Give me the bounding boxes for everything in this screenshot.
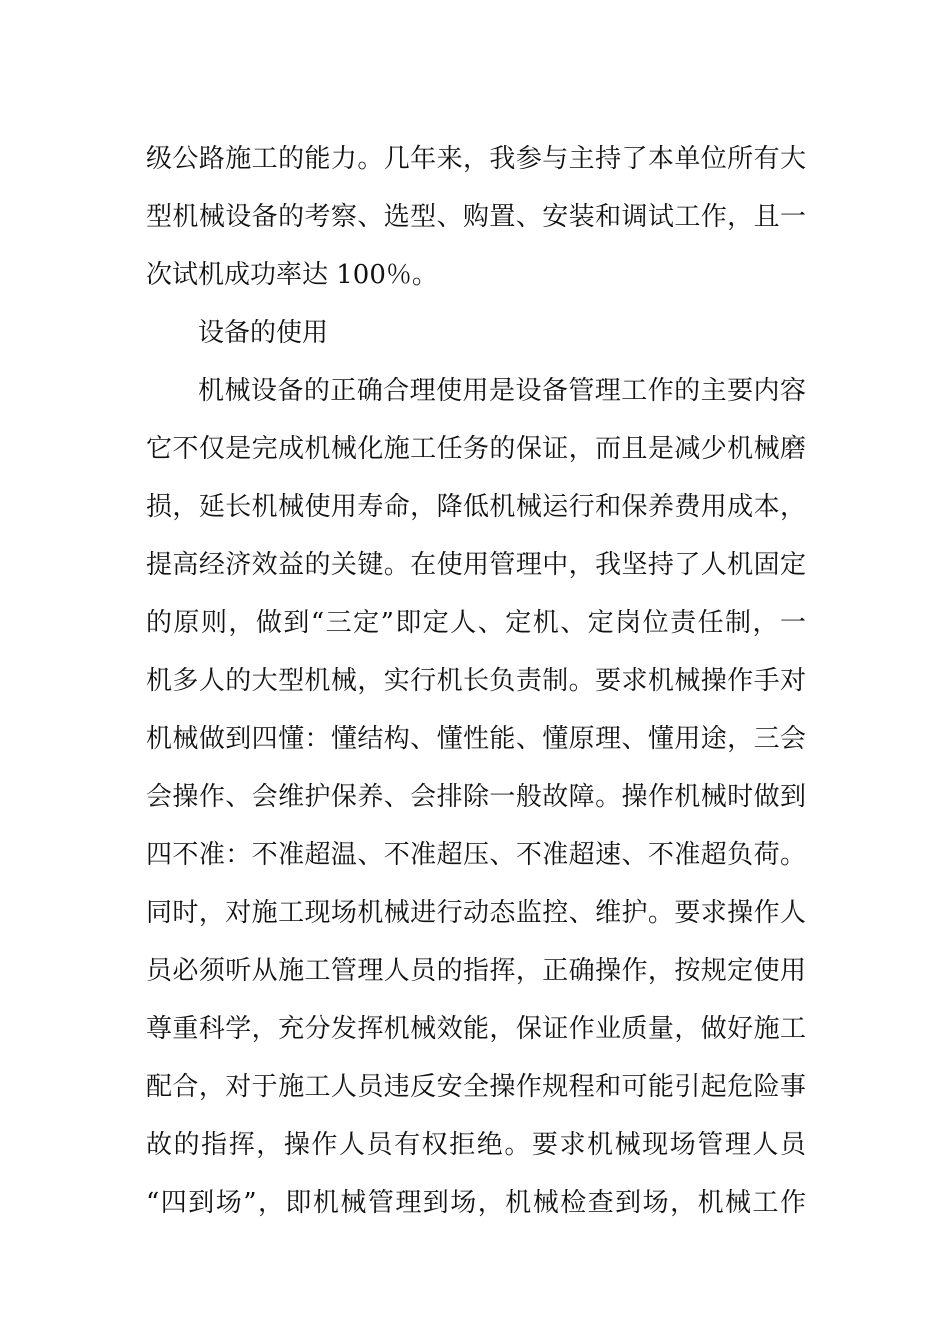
text-line: 提高经济效益的关键。在使用管理中，我坚持了人机固定 [146,550,806,580]
paragraph-1 [146,130,806,304]
text-line: “四到场”，即机械管理到场，机械检查到场，机械工作 [146,1188,806,1218]
text-line: 会操作、会维护保养、会排除一般故障。操作机械时做到 [146,782,806,812]
text-line: 尊重科学，充分发挥机械效能，保证作业质量，做好施工 [146,1014,806,1044]
text-line: 次试机成功率达 100％。 [146,260,438,290]
text-line: 员必须听从施工管理人员的指挥，正确操作，按规定使用 [146,956,806,986]
text-line: 级公路施工的能力。几年来，我参与主持了本单位所有大 [146,144,806,174]
text-line: 损，延长机械使用寿命，降低机械运行和保养费用成本， [146,492,806,522]
text-line: 机械设备的正确合理使用是设备管理工作的主要内容 [198,376,806,406]
text-line: 配合，对于施工人员违反安全操作规程和可能引起危险事 [146,1072,806,1102]
text-line: 四不准：不准超温、不准超压、不准超速、不准超负荷。 [146,840,806,870]
text-line: 型机械设备的考察、选型、购置、安装和调试工作，且一 [146,202,806,232]
text-line: 同时，对施工现场机械进行动态监控、维护。要求操作人 [146,898,806,928]
text-line: 机械做到四懂：懂结构、懂性能、懂原理、懂用途，三会 [146,724,806,754]
section-heading: 设备的使用 [198,318,329,348]
paragraph-2 [146,362,806,1232]
text-line: 它不仅是完成机械化施工任务的保证，而且是减少机械磨 [146,434,806,464]
document-body [146,130,806,1232]
text-line: 机多人的大型机械，实行机长负责制。要求机械操作手对 [146,666,806,696]
text-line: 故的指挥，操作人员有权拒绝。要求机械现场管理人员 [146,1130,806,1160]
text-line: 的原则，做到“三定”即定人、定机、定岗位责任制，一 [146,608,806,638]
